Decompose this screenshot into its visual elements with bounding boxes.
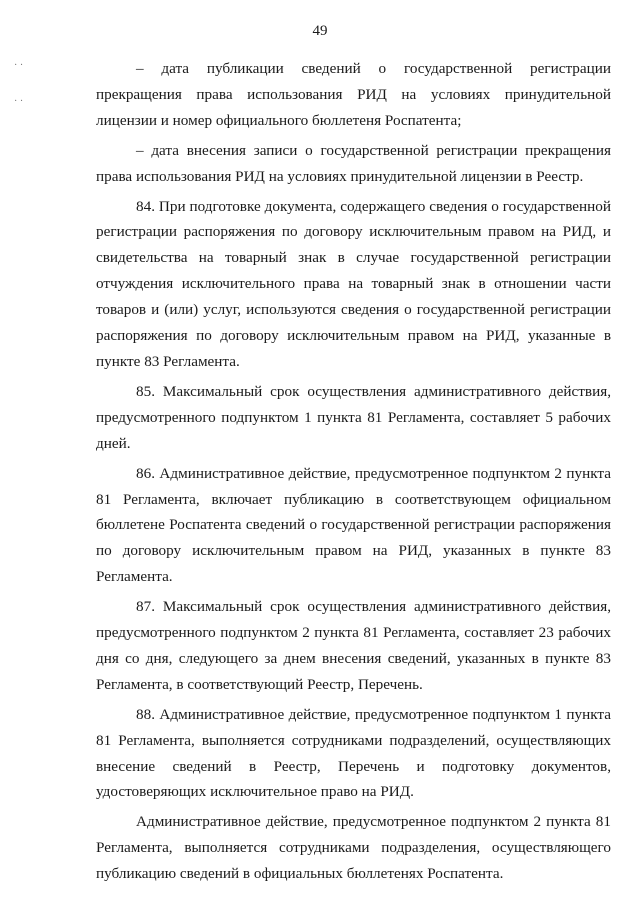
paragraph-88-continued: Административное действие, предусмотренное подпунктом 2 пункта 81 Регламента, выполняется сотрудниками подразделения, осуществляющего публикацию сведений в официальных бюллетенях Роспатента. bbox=[96, 813, 611, 883]
paragraph-87: 87. Максимальный срок осуществления административного действия, предусмотренного подпунктом 2 пункта 81 Регламента, составляет 23 рабочих дня со дня, следующего за днем внесения сведений, указанных в пункте 83 Регламента, в соответствующий Реестр, Перечень. bbox=[96, 598, 611, 693]
document-body bbox=[96, 56, 611, 891]
paragraph-84: 84. При подготовке документа, содержащего сведения о государственной регистрации распоряжения по договору исключительным правом на РИД, и свидетельства на товарный знак в случае государственной регистрации отчуждения исключительного права на товарный знак в отношении части товаров и (или) услуг, используются сведения о государственной регистрации распоряжения по договору исключительным правом на РИД, указанные в пункте 83 Регламента. bbox=[96, 197, 611, 370]
page-number: 49 bbox=[312, 23, 328, 39]
paragraph-86: 86. Административное действие, предусмотренное подпунктом 2 пункта 81 Регламента, включает публикацию в соответствующем официальном бюллетене Роспатента сведений о государственной регистрации распоряжения по договору исключительным правом на РИД, указанных в пункте 83 Регламента. bbox=[96, 464, 611, 586]
scan-artifact-mark: · · bbox=[14, 96, 24, 107]
paragraph-publication-date: – дата публикации сведений о государственной регистрации прекращения права использования РИД на условиях принудительной лицензии и номер официального бюллетеня Роспатента; bbox=[96, 60, 611, 129]
paragraph-85: 85. Максимальный срок осуществления административного действия, предусмотренного подпунктом 1 пункта 81 Регламента, составляет 5 рабочих дней. bbox=[96, 382, 611, 452]
paragraph-88: 88. Административное действие, предусмотренное подпунктом 1 пункта 81 Регламента, выполняется сотрудниками подразделений, осуществляющих внесение сведений в Реестр, Перечень и подготовку документов, удостоверяющих исключительное право на РИД. bbox=[96, 705, 611, 801]
paragraph-record-date: – дата внесения записи о государственной регистрации прекращения права использования РИД на условиях принудительной лицензии в Реестр. bbox=[96, 141, 611, 185]
scan-artifact-mark: · · bbox=[14, 60, 24, 71]
